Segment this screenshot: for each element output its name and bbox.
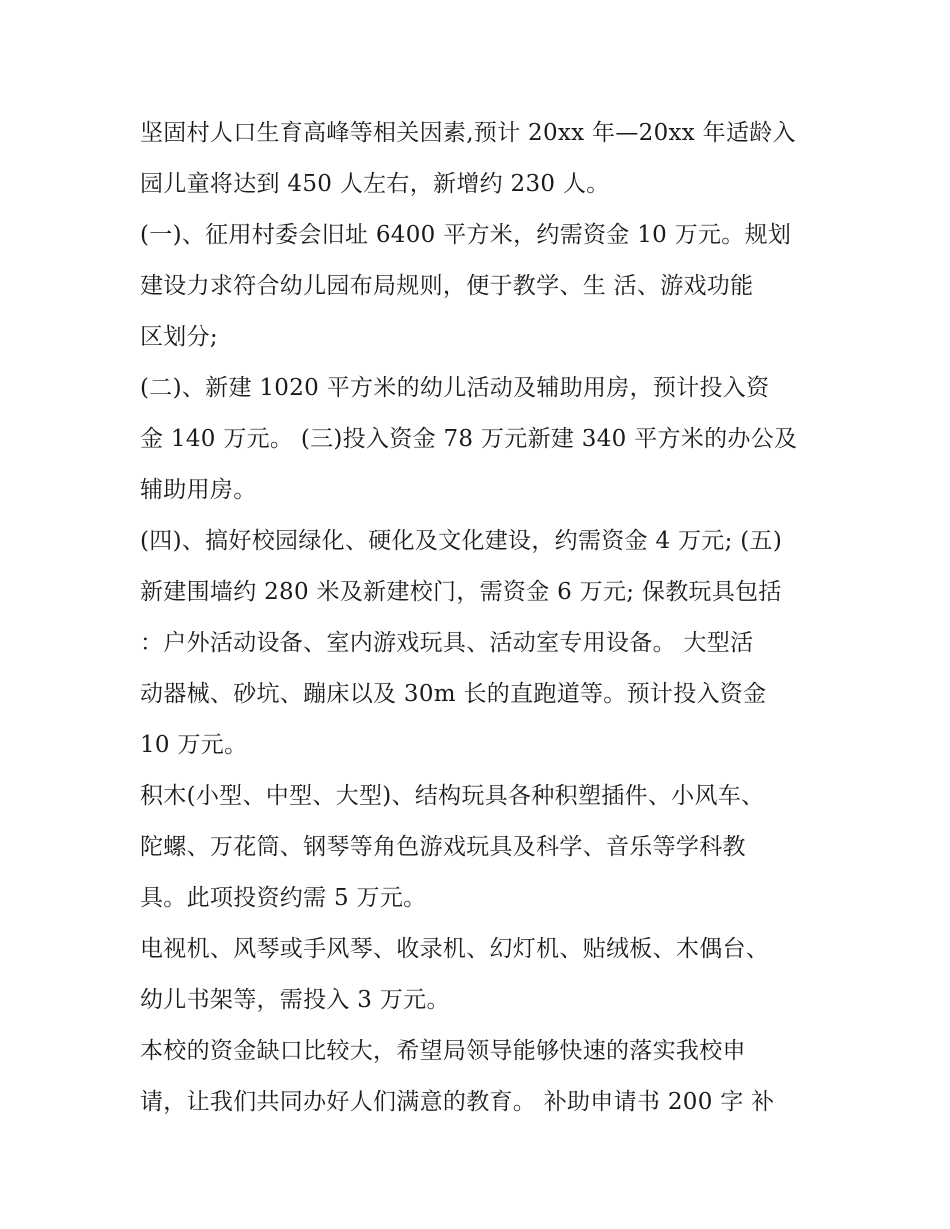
text-line: 新建围墙约 280 米及新建校门，需资金 6 万元; 保教玩具包括 [140,579,782,605]
text-line: 具。此项投资约需 5 万元。 [140,885,427,911]
text-line: 区划分; [140,324,218,350]
text-line: 园儿童将达到 450 人左右，新增约 230 人。 [140,171,610,197]
text-line: 本校的资金缺口比较大，希望局领导能够快速的落实我校申 [140,1038,746,1064]
text-line: 积木(小型、中型、大型)、结构玩具各种积塑插件、小风车、 [140,783,765,809]
text-line: 电视机、风琴或手风琴、收录机、幻灯机、贴绒板、木偶台、 [140,936,770,962]
text-line: (一)、征用村委会旧址 6400 平方米，约需资金 10 万元。规划 [140,222,792,248]
text-line: (四)、搞好校园绿化、硬化及文化建设，约需资金 4 万元; (五) [140,528,783,554]
text-line: 10 万元。 [140,732,248,758]
text-line: ：户外活动设备、室内游戏玩具、活动室专用设备。 大型活 [140,630,754,656]
text-line: 陀螺、万花筒、钢琴等角色游戏玩具及科学、音乐等学科教 [140,834,746,860]
text-line: 坚固村人口生育高峰等相关因素,预计 20xx 年—20xx 年适龄入 [140,120,796,146]
body-text [140,108,820,1128]
text-line: 幼儿书架等，需投入 3 万元。 [140,987,450,1013]
text-line: 动器械、砂坑、蹦床以及 30m 长的直跑道等。预计投入资金 [140,681,767,707]
text-line: 辅助用房。 [140,477,257,503]
text-line: (二)、新建 1020 平方米的幼儿活动及辅助用房，预计投入资 [140,375,770,401]
text-line: 请，让我们共同办好人们满意的教育。 补助申请书 200 字 补 [140,1089,775,1115]
text-line: 金 140 万元。 (三)投入资金 78 万元新建 340 平方米的办公及 [140,426,798,452]
text-line: 建设力求符合幼儿园布局规则，便于教学、生 活、游戏功能 [140,273,754,299]
